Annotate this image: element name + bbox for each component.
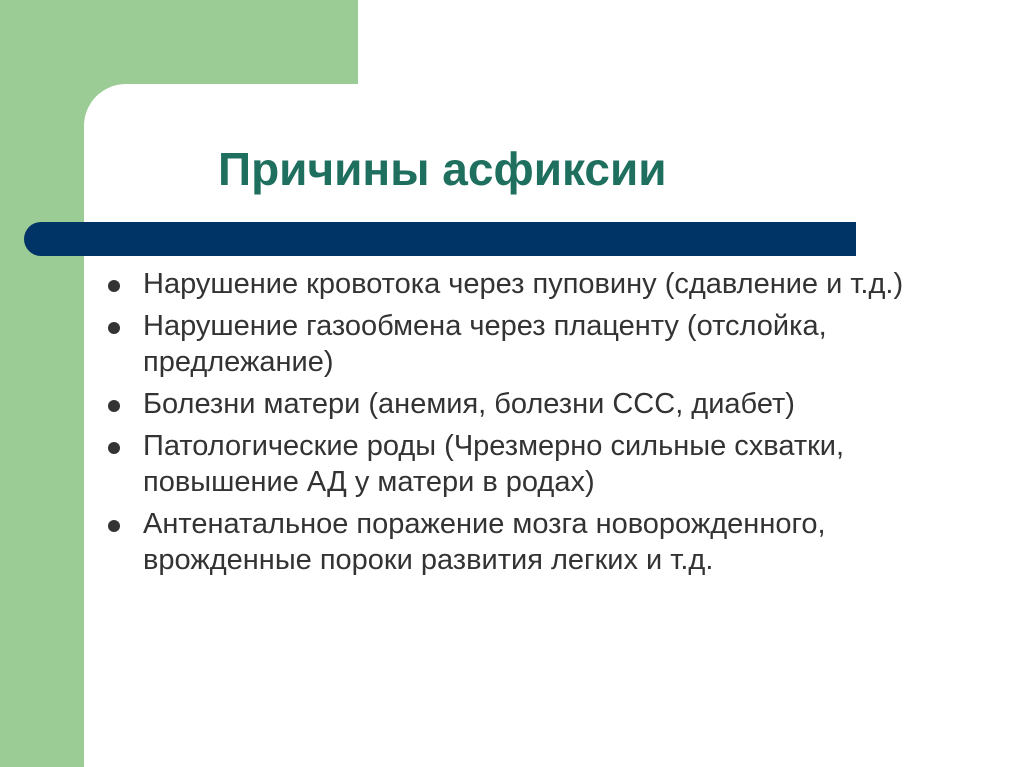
bullet-item: [100, 386, 960, 422]
bullet-dot-icon: [108, 442, 120, 454]
bullet-text: Нарушение газообмена через плаценту (отслойка, предлежание): [143, 310, 827, 378]
bullet-dot-icon: [108, 400, 120, 412]
bullet-text: Антенатальное поражение мозга новорожденного, врожденные пороки развития легких и т.д.: [143, 508, 826, 576]
bullet-dot-icon: [108, 520, 120, 532]
bullet-text: Патологические роды (Чрезмерно сильные схватки, повышение АД у матери в родах): [143, 430, 845, 498]
bullet-item: [100, 308, 960, 380]
bullet-dot-icon: [108, 280, 120, 292]
bullet-dot-icon: [108, 322, 120, 334]
bullet-item: [100, 506, 960, 578]
bullet-text: Болезни матери (анемия, болезни ССС, диабет): [143, 388, 795, 420]
bullet-item: [100, 266, 960, 302]
bullet-list: [100, 266, 960, 584]
slide-title: Причины асфиксии: [218, 143, 667, 195]
bullet-text: Нарушение кровотока через пуповину (сдавление и т.д.): [143, 268, 904, 300]
title-underline-bar: [24, 222, 856, 256]
bullet-item: [100, 428, 960, 500]
